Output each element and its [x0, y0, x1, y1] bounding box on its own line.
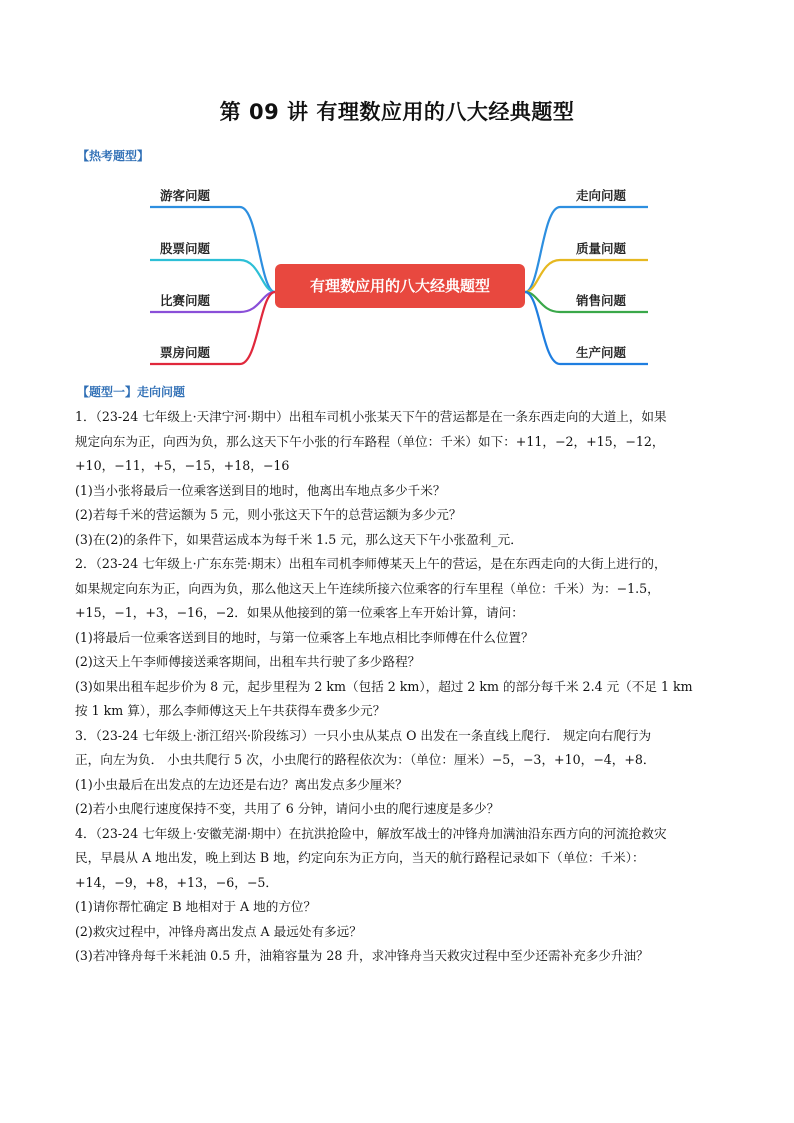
- text-line: (2)这天上午李师傅接送乘客期间，出租车共行驶了多少路程？: [75, 654, 421, 669]
- hot-topics-label: 【热考题型】: [77, 149, 150, 163]
- text-line: +14，−9，+8，+13，−6，−5．: [75, 874, 278, 890]
- left-node-2: 股票问题: [160, 241, 211, 256]
- left-node-1: 游客问题: [160, 188, 211, 203]
- text-line: 如果规定向东为正，向西为负，那么他这天上午连续所接六位乘客的行车里程（单位：千米）为：−1.5，: [75, 580, 660, 596]
- text-line: 按 1 km 算），那么李师傅这天上午共获得车费多少元？: [75, 703, 386, 718]
- text-line: 规定向东为正，向西为负，那么这天下午小张的行车路程（单位：千米）如下：+11，−2，+15，−12，: [75, 433, 665, 449]
- page-title: 第 09 讲 有理数应用的八大经典题型: [219, 100, 575, 124]
- text-line: (3)若冲锋舟每千米耗油 0.5 升，油箱容量为 28 升，求冲锋舟当天救灾过程中至少还需补充多少升油？: [75, 948, 649, 963]
- text-line: 正，向左为负． 小虫共爬行 5 次，小虫爬行的路程依次为：（单位：厘米）−5，−3，+10，−4，+8．: [75, 752, 656, 767]
- right-branch-2: [525, 260, 648, 292]
- center-node-label: 有理数应用的八大经典题型: [309, 277, 491, 295]
- text-line: (3)在(2)的条件下，如果营运成本为每千米 1.5 元，那么这天下午小张盈利_元．: [75, 531, 523, 547]
- left-node-4: 票房问题: [160, 345, 211, 360]
- text-line: (1)将最后一位乘客送到目的地时，与第一位乘客上车地点相比李师傅在什么位置？: [75, 629, 534, 645]
- right-node-4: 生产问题: [576, 345, 627, 360]
- left-branches: [150, 207, 275, 364]
- text-line: (2)若每千米的营运额为 5 元，则小张这天下午的总营运额为多少元？: [75, 507, 462, 522]
- right-node-1: 走向问题: [576, 188, 627, 203]
- text-line: (3)如果出租车起步价为 8 元，起步里程为 2 km（包括 2 km），超过 2 km 的部分每千米 2.4 元（不足 1 km: [75, 678, 693, 694]
- text-line: +10，−11，+5，−15，+18，−16: [75, 458, 290, 473]
- text-line: +15，−1，+3，−16，−2．如果从他接到的第一位乘客上车开始计算，请问：: [75, 605, 524, 620]
- text-line: 4．（23-24 七年级上·安徽芜湖·期中）在抗洪抢险中，解放军战士的冲锋舟加满油沿东西方向的河流抢救灾: [75, 825, 667, 841]
- question-list: [75, 405, 725, 969]
- right-node-3: 销售问题: [576, 293, 627, 308]
- left-node-3: 比赛问题: [160, 293, 211, 308]
- mind-map: [140, 175, 660, 375]
- text-line: (2)若小虫爬行速度保持不变，共用了 6 分钟，请问小虫的爬行速度是多少？: [75, 801, 500, 816]
- text-line: 民，早晨从 A 地出发，晚上到达 B 地，约定向东为正方向，当天的航行路程记录如下（单位：千米）：: [75, 850, 645, 865]
- text-line: (1)小虫最后在出发点的左边还是右边？离出发点多少厘米？: [75, 776, 408, 792]
- left-branch-2: [150, 260, 275, 292]
- text-line: 2．（23-24 七年级上·广东东莞·期末）出租车司机李师傅某天上午的营运，是在东西走向的大街上进行的，: [75, 556, 667, 571]
- right-branches: [525, 207, 648, 364]
- right-node-2: 质量问题: [576, 241, 627, 256]
- section-title-1: 【题型一】走向问题: [77, 385, 186, 399]
- text-line: (1)当小张将最后一位乘客送到目的地时，他离出车地点多少千米？: [75, 482, 446, 498]
- text-line: (1)请你帮忙确定 B 地相对于 A 地的方位？: [75, 899, 317, 914]
- text-line: 3．（23-24 七年级上·浙江绍兴·阶段练习）一只小虫从某点 O 出发在一条直线上爬行． 规定向右爬行为: [75, 727, 652, 743]
- text-line: (2)救灾过程中，冲锋舟离出发点 A 最远处有多远？: [75, 923, 362, 939]
- text-line: 1．（23-24 七年级上·天津宁河·期中）出租车司机小张某天下午的营运都是在一条东西走向的大道上，如果: [75, 409, 667, 424]
